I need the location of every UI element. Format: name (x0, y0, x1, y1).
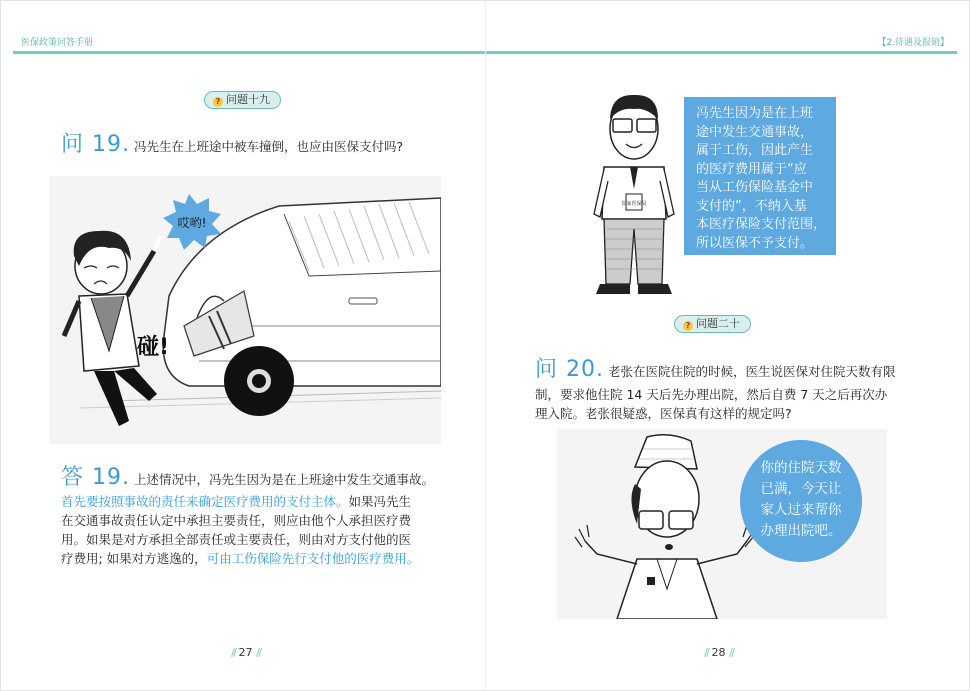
question-20-mark: 问 20. (535, 357, 604, 382)
question-20-tag-label: 问题二十 (696, 317, 740, 330)
doctor-speech-bubble (740, 440, 862, 562)
explain-line: 本医疗保险支付范围， (696, 217, 827, 232)
speech-line: 你的住院天数 (760, 460, 842, 476)
page-number-27: 27 (238, 646, 253, 659)
exclaim-text: 哎哟! (177, 216, 207, 230)
explain-line: 属于工伤，因此产生 (696, 143, 814, 158)
speech-line: 已满，今天让 (760, 481, 842, 497)
question-19-tag-label: 问题十九 (226, 93, 270, 106)
answer-19-heading (61, 465, 434, 490)
answer-19-line-2 (61, 492, 419, 511)
question-19 (61, 132, 404, 157)
answer-19-mark: 答 19. (61, 465, 130, 490)
explain-line: 的医疗费用属于“应 (696, 161, 807, 177)
question-20-tag (674, 315, 751, 333)
answer-19-line-4: 用。如果是对方承担全部责任或主要责任，则由对方支付他的医 (61, 532, 412, 547)
official-illustration (586, 89, 681, 297)
answer-19-line-1: 上述情况中，冯先生因为是在上班途中发生交通事故。 (133, 472, 434, 487)
page-number-28: 28 (711, 646, 726, 659)
page-number-right: // 28 // (704, 646, 734, 659)
page-number-left: // 27 // (231, 646, 261, 659)
explanation-box (684, 97, 836, 255)
answer-19-highlight-2: 可由工伤保险先行支付他的医疗费用。 (206, 551, 420, 566)
question-19-mark: 问 19. (61, 132, 130, 157)
explain-line: 当从工伤保险基金中 (696, 180, 814, 195)
answer-19-line-2-rest: 如果冯先生 (348, 494, 412, 509)
lightbulb-icon: ? (683, 321, 693, 331)
speech-line: 办理出院吧。 (760, 523, 842, 539)
explain-line: 冯先生因为是在上班 (696, 106, 814, 121)
explain-line: 途中发生交通事故， (696, 124, 814, 140)
speech-line: 家人过来帮你 (760, 502, 842, 518)
question-20-rest (535, 385, 887, 423)
question-20 (535, 357, 920, 382)
question-19-tag (204, 91, 281, 109)
answer-19-line-5-start: 疗费用; 如果对方逃逸的， (61, 551, 207, 566)
answer-19-highlight-1: 首先要按照事故的责任来确定医疗费用的支付主体。 (61, 494, 349, 509)
question-20-line-1: 老张在医院住院的时候，医生说医保对住院天数有限 (607, 364, 896, 379)
question-19-text: 冯先生在上班途中被车撞倒，也应由医保支付吗? (133, 139, 404, 154)
explain-line: 支付的”，不纳入基 (696, 198, 807, 214)
lightbulb-icon: ? (213, 97, 223, 107)
answer-19-line-3: 在交通事故责任认定中承担主要责任，则应由他个人承担医疗费 (61, 513, 412, 528)
badge-text: 国家医保局 (621, 201, 647, 207)
answer-19-line-5 (61, 549, 419, 568)
crash-sfx: 碰! (137, 335, 170, 360)
page-gutter (485, 1, 486, 691)
explain-line: 所以医保不予支付。 (696, 235, 814, 251)
header-right-section: 【2.待遇及报销】 (877, 38, 949, 48)
answer-19-body (61, 492, 419, 568)
accident-illustration (49, 176, 441, 444)
header-left-title: 医保政策问答手册 (21, 38, 94, 48)
question-20-line-2: 制，要求他住院 14 天后先办理出院，然后自费 7 天之后再次办 (535, 387, 888, 402)
question-20-line-3: 理入院。老张很疑惑，医保真有这样的规定吗? (535, 406, 792, 421)
